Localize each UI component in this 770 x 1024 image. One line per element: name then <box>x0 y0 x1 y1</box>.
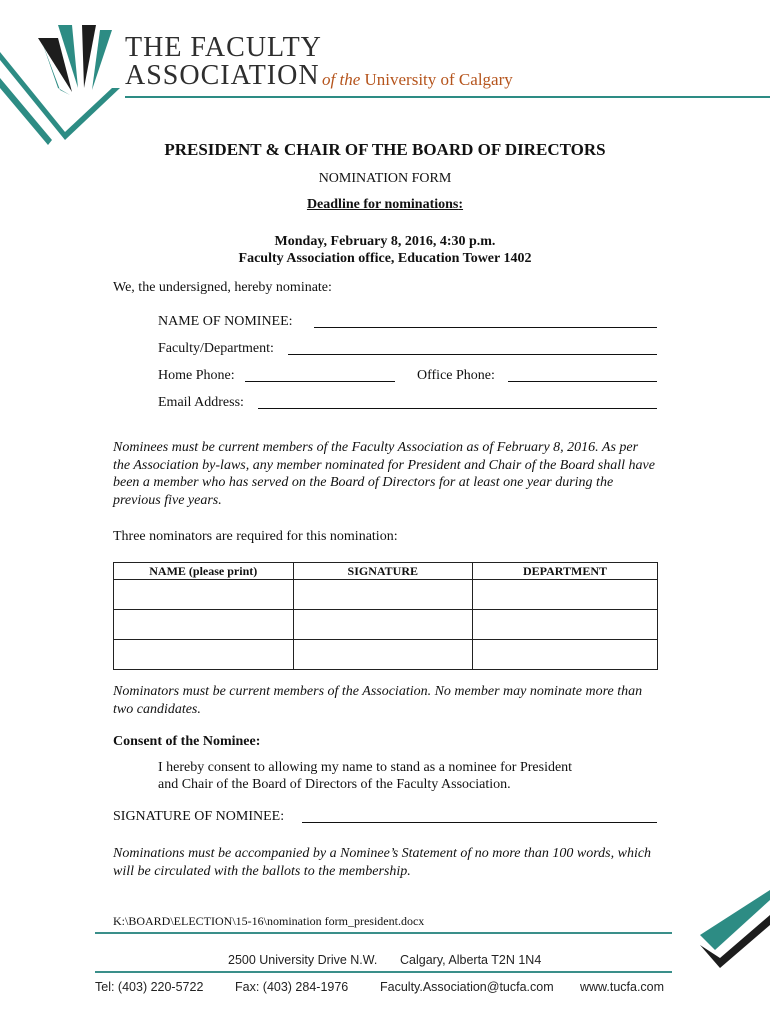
consent-line-1: I hereby consent to allowing my name to stand as a nominee for President <box>158 760 573 775</box>
nominator-3-name-cell[interactable] <box>114 640 294 670</box>
nominee-signature-field[interactable] <box>302 822 657 823</box>
deadline-date: Monday, February 8, 2016, 4:30 p.m. <box>274 234 496 249</box>
nominator-1-department-cell[interactable] <box>473 580 658 610</box>
nominee-name-label: NAME OF NOMINEE: <box>158 314 293 329</box>
nominator-2-signature-cell[interactable] <box>293 610 473 640</box>
footer-corner-chevron-icon <box>700 890 770 968</box>
email-field[interactable] <box>258 408 657 409</box>
org-sub-suffix: University of Calgary <box>364 70 513 89</box>
form-title: PRESIDENT & CHAIR OF THE BOARD OF DIRECTORS <box>164 140 606 159</box>
statement-note: Nominations must be accompanied by a Nominee’s Statement of no more than 100 words, which will be circulated with the ballots to the membership. <box>113 846 652 879</box>
home-phone-label: Home Phone: <box>158 368 235 383</box>
nominators-table <box>113 562 658 670</box>
org-sub-prefix: of the <box>322 70 361 89</box>
nominator-2-name-cell[interactable] <box>114 610 294 640</box>
org-name-line2: ASSOCIATION <box>125 60 320 91</box>
column-header-signature: SIGNATURE <box>293 563 473 580</box>
footer-city: Calgary, Alberta T2N 1N4 <box>400 953 542 967</box>
deadline-place: Faculty Association office, Education Tower 1402 <box>238 251 532 266</box>
footer-website[interactable]: www.tucfa.com <box>580 980 665 994</box>
nominee-name-field[interactable] <box>314 327 657 328</box>
file-path: K:\BOARD\ELECTION\15-16\nomination form_president.docx <box>113 914 425 928</box>
nominee-signature-label: SIGNATURE OF NOMINEE: <box>113 809 285 824</box>
column-header-department: DEPARTMENT <box>473 563 658 580</box>
office-phone-label: Office Phone: <box>417 368 495 383</box>
footer-address: 2500 University Drive N.W. <box>228 953 378 967</box>
table-row <box>114 580 658 610</box>
footer-fax: Fax: (403) 284-1976 <box>235 980 349 994</box>
nominator-2-department-cell[interactable] <box>473 610 658 640</box>
eligibility-note: Nominees must be current members of the Faculty Association as of February 8, 2016. As per the Association by-laws, any member nominated for President and Chair of the Board shall have been a member who has served on the Board of Directors for at least one year during the previous five years. <box>113 440 655 508</box>
footer-rule-bottom <box>95 971 672 973</box>
consent-heading: Consent of the Nominee: <box>113 734 261 749</box>
nominators-note: Nominators must be current members of the Association. No member may nominate more than two candidates. <box>113 684 643 717</box>
org-subtitle <box>322 70 513 90</box>
deadline-colon: : <box>458 197 464 212</box>
email-label: Email Address: <box>158 395 244 410</box>
home-phone-field[interactable] <box>245 381 395 382</box>
intro-text: We, the undersigned, hereby nominate: <box>113 280 332 295</box>
footer-rule-top <box>95 932 672 934</box>
nominator-3-signature-cell[interactable] <box>293 640 473 670</box>
faculty-department-label: Faculty/Department: <box>158 341 274 356</box>
deadline-label: Deadline for nominations <box>306 197 459 212</box>
consent-line-2: and Chair of the Board of Directors of the Faculty Association. <box>158 777 511 792</box>
table-header-row <box>114 563 658 580</box>
table-row <box>114 610 658 640</box>
nominator-1-name-cell[interactable] <box>114 580 294 610</box>
nominators-required-text: Three nominators are required for this nomination: <box>113 529 398 544</box>
column-header-name: NAME (please print) <box>114 563 294 580</box>
org-name-line1: THE FACULTY <box>125 32 322 63</box>
footer-tel: Tel: (403) 220-5722 <box>95 980 204 994</box>
nominator-3-department-cell[interactable] <box>473 640 658 670</box>
table-row <box>114 640 658 670</box>
nominator-1-signature-cell[interactable] <box>293 580 473 610</box>
logo-chevron-icon <box>0 25 120 145</box>
footer-email[interactable]: Faculty.Association@tucfa.com <box>380 980 554 994</box>
form-subtitle: NOMINATION FORM <box>318 171 452 186</box>
deadline-heading <box>0 197 770 213</box>
faculty-department-field[interactable] <box>288 354 657 355</box>
office-phone-field[interactable] <box>508 381 657 382</box>
